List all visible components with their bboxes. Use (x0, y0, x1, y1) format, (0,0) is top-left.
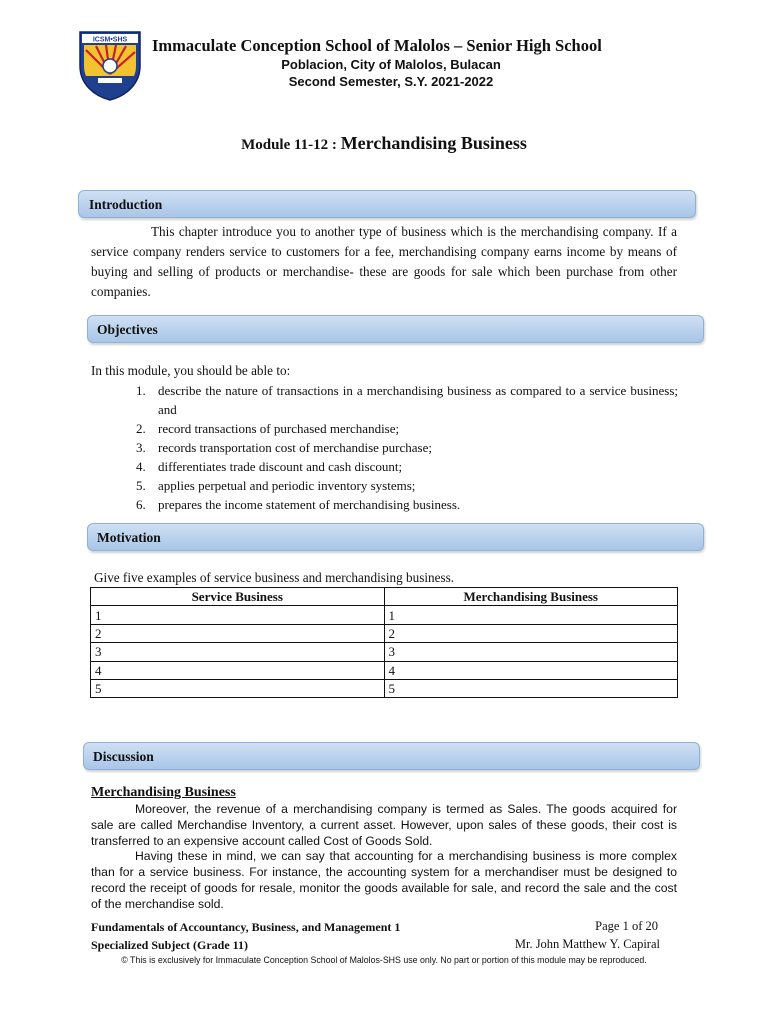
objective-item: 1. describe the nature of transactions in a merchandising business as compared to a service business; and (136, 383, 678, 417)
table-cell: 2 (91, 624, 385, 642)
school-address: Poblacion, City of Malolos, Bulacan (281, 57, 501, 72)
section-motivation-header (87, 523, 704, 551)
table-cell: 1 (384, 606, 678, 624)
module-title (0, 133, 768, 154)
motivation-table (90, 587, 678, 698)
logo-text: ICSM•SHS (92, 36, 128, 44)
footer-copyright: © This is exclusively for Immaculate Conception School of Malolos-SHS use only. No part or portion of this module may be reproduced. (121, 955, 647, 965)
objectives-lead: In this module, you should be able to: (91, 363, 291, 378)
table-row (91, 661, 678, 679)
objective-item: 5. applies perpetual and periodic inventory systems; (136, 478, 416, 493)
section-motivation-title: Motivation (97, 530, 161, 545)
section-discussion-title: Discussion (93, 749, 154, 764)
table-cell: 4 (91, 661, 385, 679)
table-cell: 5 (91, 679, 385, 697)
column-header-merchandising: Merchandising Business (384, 588, 678, 606)
school-name: Immaculate Conception School of Malolos – Senior High School (152, 36, 602, 55)
footer-course: Fundamentals of Accountancy, Business, and Management 1 (91, 920, 401, 934)
table-cell: 2 (384, 624, 678, 642)
table-cell: 3 (91, 643, 385, 661)
footer-page-number: Page 1 of 20 (595, 919, 658, 933)
table-row (91, 679, 678, 697)
section-discussion-header (83, 742, 700, 770)
introduction-paragraph: This chapter introduce you to another type of business which is the merchandising company. If a service company renders service to customers for a fee, merchandising company earns income by means of buying and selling of products or merchandise- these are goods for sale which been purchase from other companies. (91, 224, 677, 299)
table-cell: 5 (384, 679, 678, 697)
table-row (91, 606, 678, 624)
motivation-instruction: Give five examples of service business and merchandising business. (94, 570, 455, 585)
objective-item: 2. record transactions of purchased merchandise; (136, 421, 400, 436)
objective-item: 3. records transportation cost of merchandise purchase; (136, 440, 432, 455)
table-cell: 4 (384, 661, 678, 679)
footer-subject: Specialized Subject (Grade 11) (91, 938, 248, 952)
module-title-lead: Module 11-12 : (241, 137, 341, 153)
objective-item: 4. differentiates trade discount and cash discount; (136, 459, 403, 474)
objective-item: 6. prepares the income statement of merchandising business. (136, 497, 461, 512)
section-introduction-header (78, 190, 696, 218)
section-objectives-header (87, 315, 704, 343)
school-semester: Second Semester, S.Y. 2021-2022 (288, 74, 494, 89)
discussion-body (91, 802, 677, 913)
table-row (91, 624, 678, 642)
discussion-paragraph: Having these in mind, we can say that accounting for a merchandising business is more complex than for a service business. For instance, the accounting system for a merchandiser must be designed to record the receipt of goods for resale, monitor the goods available for sale, and record the sale and the cost of the merchandise sold. (91, 849, 677, 911)
discussion-subheading: Merchandising Business (91, 785, 236, 800)
discussion-paragraph: Moreover, the revenue of a merchandising company is termed as Sales. The goods acquired for sale are called Merchandise Inventory, a current asset. However, upon sales of these goods, their cost is transferred to an expensive account called Cost of Goods Sold. (91, 802, 677, 848)
table-cell: 1 (91, 606, 385, 624)
table-row (91, 643, 678, 661)
module-title-main: Merchandising Business (340, 133, 527, 153)
objectives-list (136, 381, 678, 514)
section-introduction-title: Introduction (89, 197, 163, 212)
table-cell: 3 (384, 643, 678, 661)
table-header-row (91, 588, 678, 606)
school-logo (78, 30, 142, 102)
column-header-service: Service Business (91, 588, 385, 606)
section-objectives-title: Objectives (97, 322, 158, 337)
footer-teacher: Mr. John Matthew Y. Capiral (514, 937, 660, 951)
